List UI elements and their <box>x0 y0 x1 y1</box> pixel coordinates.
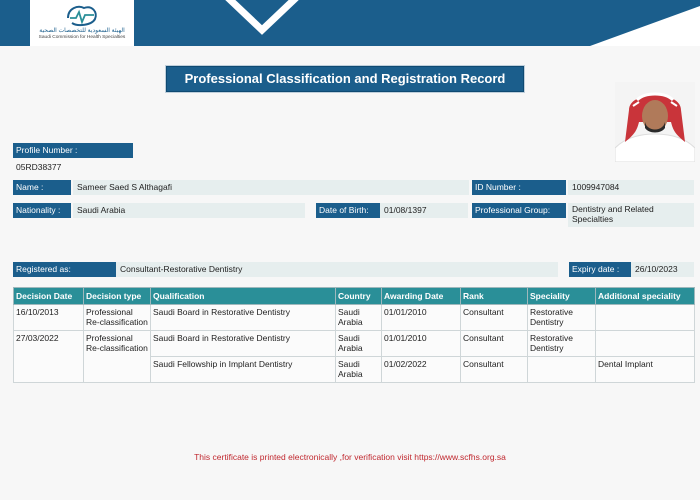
profile-number-value: 05RD38377 <box>16 162 62 172</box>
cell-qualification: Saudi Board in Restorative Dentistry <box>151 331 336 357</box>
cell-speciality: Restorative Dentistry <box>528 305 596 331</box>
cell-rank: Consultant <box>461 357 528 383</box>
header-bar <box>0 0 700 46</box>
nationality-value: Saudi Arabia <box>73 203 305 218</box>
expiry-date-label: Expiry date : <box>569 262 631 277</box>
cell-awarding-date: 01/02/2022 <box>382 357 461 383</box>
logo-arabic-text: الهيئة السعودية للتخصصات الصحية <box>39 28 125 34</box>
cell-rank: Consultant <box>461 305 528 331</box>
cell-country: Saudi Arabia <box>336 305 382 331</box>
table-row <box>14 305 695 331</box>
registered-as-value: Consultant-Restorative Dentistry <box>116 262 558 277</box>
header-awarding-date: Awarding Date <box>382 288 461 305</box>
id-number-label: ID Number : <box>472 180 566 195</box>
profile-photo <box>615 82 695 162</box>
logo-english-text: Saudi Commission for Health Specialties <box>38 35 126 40</box>
heartbeat-logo-icon <box>64 4 100 28</box>
header-speciality: Speciality <box>528 288 596 305</box>
date-of-birth-value: 01/08/1397 <box>380 203 468 218</box>
cell-decision-type: Professional Re-classification <box>84 305 151 331</box>
table-row <box>14 331 695 357</box>
registered-as-label: Registered as: <box>13 262 116 277</box>
expiry-date-value: 26/10/2023 <box>631 262 694 277</box>
professional-group-value: Dentistry and Related Specialties <box>568 203 694 227</box>
header-country: Country <box>336 288 382 305</box>
classification-table <box>13 287 695 383</box>
cell-additional-speciality <box>596 331 695 357</box>
cell-decision-date: 27/03/2022 <box>14 331 84 383</box>
cell-speciality <box>528 357 596 383</box>
cell-additional-speciality <box>596 305 695 331</box>
name-value: Sameer Saed S Althagafi <box>73 180 469 195</box>
date-of-birth-label: Date of Birth: <box>316 203 380 218</box>
cell-additional-speciality: Dental Implant <box>596 357 695 383</box>
header-decision-date: Decision Date <box>14 288 84 305</box>
cell-speciality: Restorative Dentistry <box>528 331 596 357</box>
name-label: Name : <box>13 180 71 195</box>
professional-group-label: Professional Group: <box>472 203 566 218</box>
cell-country: Saudi Arabia <box>336 331 382 357</box>
id-number-value: 1009947084 <box>568 180 694 195</box>
cell-rank: Consultant <box>461 331 528 357</box>
header-rank: Rank <box>461 288 528 305</box>
scfhs-logo <box>30 0 134 46</box>
verification-footer: This certificate is printed electronically ,for verification visit https://www.scfhs.org.sa <box>194 452 506 462</box>
page-title: Professional Classification and Registration Record <box>166 66 524 92</box>
nationality-label: Nationality : <box>13 203 71 218</box>
cell-country: Saudi Arabia <box>336 357 382 383</box>
profile-number-label: Profile Number : <box>13 143 133 158</box>
cell-decision-date: 16/10/2013 <box>14 305 84 331</box>
cell-qualification: Saudi Board in Restorative Dentistry <box>151 305 336 331</box>
cell-awarding-date: 01/01/2010 <box>382 305 461 331</box>
cell-qualification: Saudi Fellowship in Implant Dentistry <box>151 357 336 383</box>
header-additional-speciality: Additional speciality <box>596 288 695 305</box>
person-photo-icon <box>615 82 695 162</box>
cell-decision-type: Professional Re-classification <box>84 331 151 383</box>
header-qualification: Qualification <box>151 288 336 305</box>
cell-awarding-date: 01/01/2010 <box>382 331 461 357</box>
table-header-row <box>14 288 695 305</box>
header-decision-type: Decision type <box>84 288 151 305</box>
